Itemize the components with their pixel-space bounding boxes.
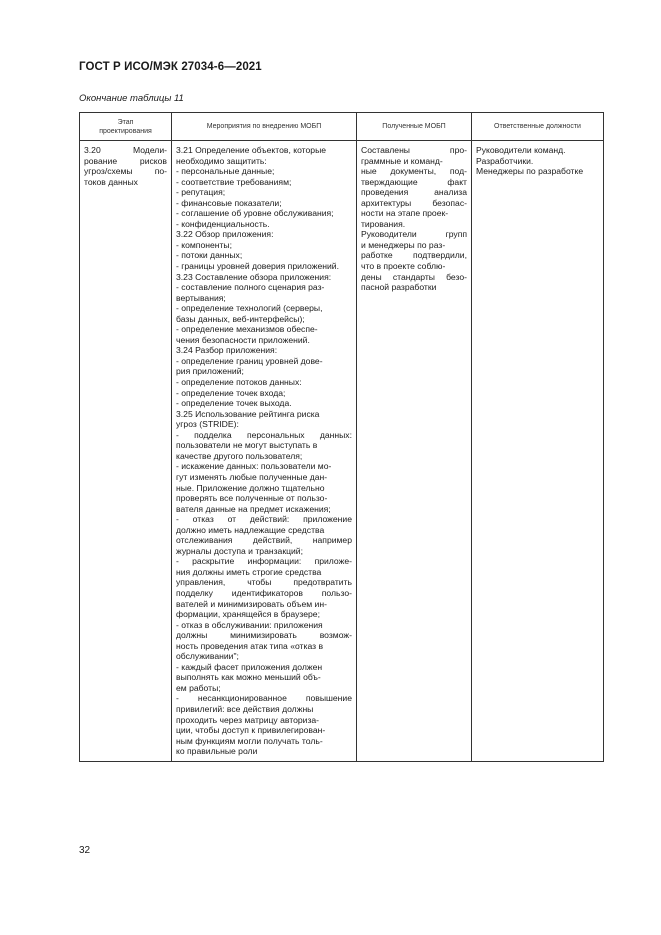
cell-line: 3.20 Модели- [84, 145, 167, 155]
cell-line: ным функциям могли получать толь- [176, 735, 323, 746]
cell-line: вателя данные на предмет искажения; [176, 503, 331, 514]
cell-line: - финансовые показатели; [176, 197, 282, 208]
cell-line: - компоненты; [176, 239, 232, 250]
cell-line: - составление полного сценария раз- [176, 282, 325, 293]
cell-line: что в проекте соблю- [361, 261, 446, 272]
cell-line: - несанкционированное повышение [176, 693, 352, 704]
cell-line: рия приложений; [176, 366, 244, 377]
cell-line: рование рисков [84, 155, 167, 166]
cell-line: проходить через матрицу авториза- [176, 714, 320, 725]
cell-line: чения безопасности приложений. [176, 334, 310, 345]
cell-line: - соглашение об уровне обслуживания; [176, 208, 334, 219]
cell-line: ем работы; [176, 682, 221, 693]
cell-line: ции, чтобы доступ к привилегирован- [176, 725, 326, 736]
cell-line: выполнять как можно меньший объ- [176, 672, 321, 683]
column-header-line: Мероприятия по внедрению МОБП [206, 123, 322, 130]
cell-line: должны минимизировать возмож- [176, 630, 352, 641]
cell-line: - каждый фасет приложения должен [176, 661, 323, 672]
column-header-activities [172, 113, 357, 141]
cell-line: тирования. [361, 218, 406, 229]
cell-line: подделку идентификаторов пользо- [176, 587, 352, 598]
cell-line: - соответствие требованиям; [176, 176, 292, 187]
cell-line: дены стандарты безо- [361, 271, 467, 282]
responsible-cell [472, 141, 604, 762]
cell-line: ко правильные роли [176, 746, 258, 757]
cell-line: вателей и минимизировать объем ин- [176, 598, 327, 609]
column-header-line: Полученные МОБП [382, 123, 446, 130]
cell-line: Руководители команд. [476, 145, 566, 155]
cell-line: архитектуры безопас- [361, 197, 467, 208]
cell-line: ния должны иметь строгие средства [176, 566, 322, 577]
stage-cell [80, 141, 172, 762]
cell-line: - определение потоков данных: [176, 377, 302, 388]
cell-line: - определение точек входа; [176, 387, 286, 398]
cell-line: управления, чтобы предотвратить [176, 577, 352, 588]
cell-line: - определение границ уровней дове- [176, 355, 323, 366]
cell-line: гут изменять любые полученные дан- [176, 471, 328, 482]
cell-line: и менеджеры по раз- [361, 239, 446, 250]
cell-line: журналы доступа и транзакций; [176, 545, 303, 556]
cell-line: - конфиденциальность. [176, 218, 270, 229]
cell-line: - репутация; [176, 187, 226, 198]
activities-cell [172, 141, 357, 762]
column-header-results [357, 113, 472, 141]
cell-line: базы данных, веб-интерфейсы); [176, 313, 305, 324]
cell-line: 3.23 Составление обзора приложения: [176, 271, 332, 282]
cell-line: проверять все полученные от пользо- [176, 493, 328, 504]
cell-line: отслеживания действий, например [176, 535, 352, 546]
cell-line: необходимо защитить: [176, 155, 267, 166]
cell-line: Разработчики. [476, 155, 534, 166]
cell-line: - границы уровней доверия приложений. [176, 261, 339, 272]
cell-line: 3.22 Обзор приложения: [176, 229, 274, 240]
cell-line: ности на этапе проек- [361, 208, 449, 219]
table-row [80, 141, 604, 762]
table-caption: Окончание таблицы 11 [79, 93, 184, 104]
cell-line: угроз/схемы по- [84, 166, 167, 177]
cell-line: пасной разработки [361, 282, 437, 293]
column-header-line: проектирования [99, 127, 152, 135]
cell-line: токов данных [84, 176, 138, 187]
cell-line: качестве другого пользователя; [176, 450, 303, 461]
cell-line: - подделка персональных данных: [176, 429, 352, 440]
cell-line: - потоки данных; [176, 250, 243, 261]
cell-line: - персональные данные; [176, 166, 275, 177]
cell-line: - отказ в обслуживании: приложения [176, 619, 323, 630]
cell-line: обслуживании"; [176, 651, 239, 662]
cell-line: граммные и команд- [361, 155, 443, 166]
cell-line: проведения анализа [361, 187, 467, 198]
cell-line: ность проведения атак типа «отказ в [176, 640, 324, 651]
cell-line: Составлены про- [361, 145, 467, 155]
cell-line: 3.25 Использование рейтинга риска [176, 408, 320, 419]
cell-line: - определение технологий (серверы, [176, 303, 323, 314]
cell-line: Руководители групп [361, 229, 467, 240]
column-header-responsible [472, 113, 604, 141]
cell-line: - раскрытие информации: приложе- [176, 556, 352, 567]
cell-line: - искажение данных: пользователи мо- [176, 461, 332, 472]
cell-line: ные документы, под- [361, 166, 467, 177]
cell-line: - определение точек выхода. [176, 398, 292, 409]
cell-line: формации, хранящейся в браузере; [176, 609, 320, 620]
cell-line: пользователи не могут выступать в [176, 440, 318, 451]
cell-line: - отказ от действий: приложение [176, 514, 352, 525]
cell-line: вертывания; [176, 292, 226, 303]
cell-line: тверждающие факт [361, 176, 467, 187]
cell-line: привилегий: все действия должны [176, 703, 314, 714]
cell-line: работке подтвердили, [361, 250, 467, 261]
cell-line: ные. Приложение должно тщательно [176, 482, 325, 493]
cell-line: Менеджеры по разработке [476, 166, 584, 177]
cell-line: угроз (STRIDE): [176, 419, 239, 430]
table-11 [79, 112, 604, 762]
page-number: 32 [79, 845, 91, 856]
table-header-row [80, 113, 604, 141]
results-cell [357, 141, 472, 762]
column-header-stage [80, 113, 172, 141]
column-header-line: Этап [117, 118, 134, 126]
document-header: ГОСТ Р ИСО/МЭК 27034-6—2021 [79, 61, 262, 73]
cell-line: - определение механизмов обеспе- [176, 324, 318, 335]
column-header-line: Ответственные должности [494, 123, 581, 130]
cell-line: 3.24 Разбор приложения: [176, 345, 278, 356]
cell-line: 3.21 Определение объектов, которые [176, 145, 327, 155]
cell-line: должно иметь надлежащие средства [176, 524, 325, 535]
